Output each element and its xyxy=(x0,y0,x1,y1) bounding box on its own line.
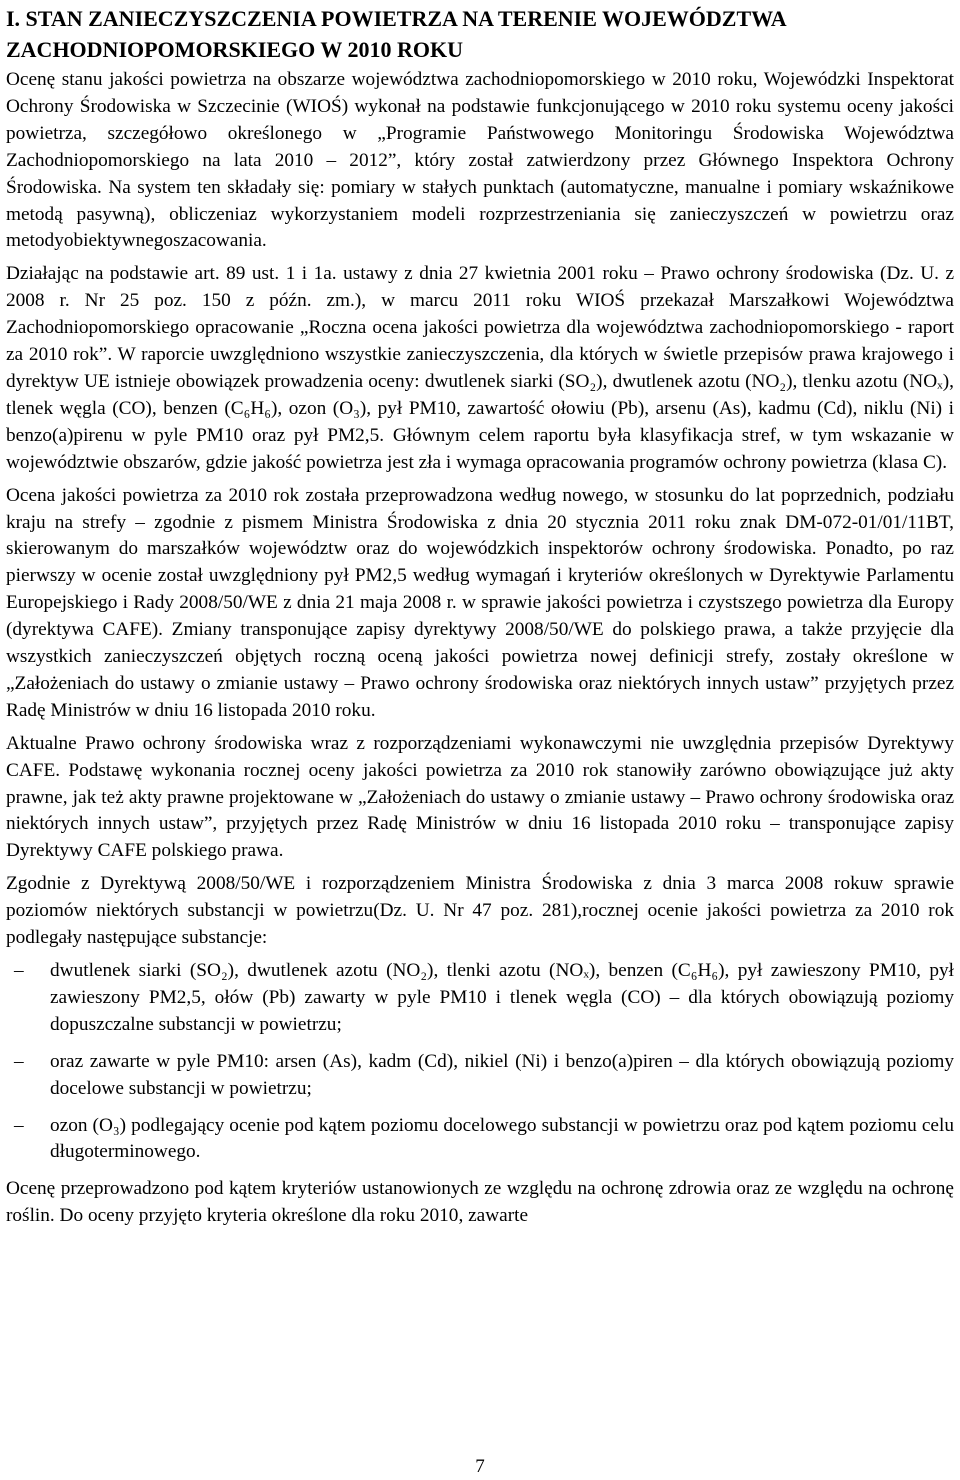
paragraph-final: Ocenę przeprowadzono pod kątem kryteriów ustanowionych ze względu na ochronę zdrowia oraz ze względu na ochronę roślin. Do oceny przyjęto kryteria określone dla roku 2010, zawarte xyxy=(6,1178,954,1227)
list-item-text: dwutlenek siarki (SO₂), dwutlenek azotu (NO₂), tlenki azotu (NOₓ), benzen (C₆H₆), pył zawieszony PM10, pył zawieszony PM2,5, ołów (Pb) zawarty w pyle PM10 i tlenek węgla (CO) – dla których obowiązują poziomy dopuszczalne substancji w powietrzu; xyxy=(50,960,954,1035)
paragraph-3: Ocena jakości powietrza za 2010 rok została przeprowadzona według nowego, w stosunku do lat poprzednich, podziału kraju na strefy – zgodnie z pismem Ministra Środowiska z dnia 20 stycznia 2011 roku znak DM-072-01/01/11BT, skierowanym do marszałków województw oraz do wojewódzkich inspektorów ochrony środowiska. Ponadto, po raz pierwszy w ocenie został uwzględniony pył PM2,5 według wymagań i kryteriów określonych w Dyrektywie Parlamentu Europejskiego i Rady 2008/50/WE z dnia 21 maja 2008 r. w sprawie jakości powietrza i czystszego powietrza dla Europy (dyrektywa CAFE). Zmiany transponujące zapisy dyrektywy 2008/50/WE do polskiego prawa, a także przyjęcie dla wszystkich zanieczyszczeń objętych roczną oceną jakości powietrza nowej definicji strefy, zostały określone w „Założeniach do ustawy o zmianie ustawy – Prawo ochrony środowiska oraz niektórych innych ustaw” przyjętych przez Radę Ministrów w dniu 16 listopada 2010 roku. xyxy=(6,484,954,721)
list-item-text: oraz zawarte w pyle PM10: arsen (As), kadm (Cd), nikiel (Ni) i benzo(a)piren – dla których obowiązują poziomy docelowe substancji w powietrzu; xyxy=(50,1050,954,1099)
list-item xyxy=(6,958,954,1039)
section-title: I. STAN ZANIECZYSZCZENIA POWIETRZA NA TERENIE WOJEWÓDZTWA ZACHODNIOPOMORSKIEGO W 2010 ROKU xyxy=(6,6,786,62)
body-text xyxy=(6,67,954,1236)
list-dash: – xyxy=(14,1114,24,1136)
paragraph-4: Aktualne Prawo ochrony środowiska wraz z rozporządzeniami wykonawczymi nie uwzględnia przepisów Dyrektywy CAFE. Podstawę wykonania rocznej oceny jakości powietrza za 2010 rok stanowiły zarówno obowiązujące już akty prawne, jak też akty prawne projektowane w „Założeniach do ustawy o zmianie ustawy – Prawo ochrony środowiska oraz niektórych innych ustaw”, przyjętych przez Radę Ministrów w dniu 16 listopada 2010 roku – transponujące zapisy Dyrektywy CAFE polskiego prawa. xyxy=(6,732,954,862)
list-item xyxy=(6,1113,954,1167)
paragraph-1: Ocenę stanu jakości powietrza na obszarze województwa zachodniopomorskiego w 2010 roku, Wojewódzki Inspektorat Ochrony Środowiska w Szczecinie (WIOŚ) wykonał na podstawie funkcjonującego w 2010 roku systemu oceny jakości powietrza, szczegółowo określonego w „Programie Państwowego Monitoringu Środowiska Województwa Zachodniopomorskiego na lata 2010 – 2012”, który został zatwierdzony przez Głównego Inspektora Ochrony Środowiska. Na system ten składały się: pomiary w stałych punktach (automatyczne, manualne i pomiary wskaźnikowe metodą pasywną), obliczeniaz wykorzystaniem modeli rozprzestrzeniania się zanieczyszczeń w powietrzu oraz metodyobiektywnegoszacowania. xyxy=(6,69,954,252)
paragraph-2: Działając na podstawie art. 89 ust. 1 i 1a. ustawy z dnia 27 kwietnia 2001 roku – Prawo ochrony środowiska (Dz. U. z 2008 r. Nr 25 poz. 150 z późn. zm.), w marcu 2011 roku WIOŚ przekazał Marszałkowi Województwa Zachodniopomorskiego opracowanie „Roczna ocena jakości powietrza dla województwa zachodniopomorskiego - raport za 2010 rok”. W raporcie uwzględniono wszystkie zanieczyszczenia, dla których w świetle przepisów prawa krajowego i dyrektyw UE istnieje obowiązek prowadzenia oceny: dwutlenek siarki (SO₂), dwutlenek azotu (NO₂), tlenku azotu (NOₓ), tlenek węgla (CO), benzen (C₆H₆), ozon (O₃), pył PM10, zawartość ołowiu (Pb), arsenu (As), kadmu (Cd), niklu (Ni) i benzo(a)pirenu w pyle PM10 oraz pył PM2,5. Głównym celem raportu była klasyfikacja stref, w tym wskazanie w województwie obszarów, gdzie jakość powietrza jest zła i wymaga opracowania programów ochrony powietrza (klasa C). xyxy=(6,263,954,473)
list-dash: – xyxy=(14,960,24,981)
list-dash: – xyxy=(14,1050,24,1072)
substance-list xyxy=(6,958,954,1166)
list-item-text: ozon (O₃) podlegający ocenie pod kątem poziomu docelowego substancji w powietrzu oraz pod kątem poziomu celu długoterminowego. xyxy=(50,1114,954,1163)
list-item xyxy=(6,1049,954,1103)
page-number: 7 xyxy=(475,1456,485,1477)
paragraph-5: Zgodnie z Dyrektywą 2008/50/WE i rozporządzeniem Ministra Środowiska z dnia 3 marca 2008 rokuw sprawie poziomów niektórych substancji w powietrzu(Dz. U. Nr 47 poz. 281),rocznej ocenie jakości powietrza za 2010 rok podlegały następujące substancje: xyxy=(6,873,954,949)
